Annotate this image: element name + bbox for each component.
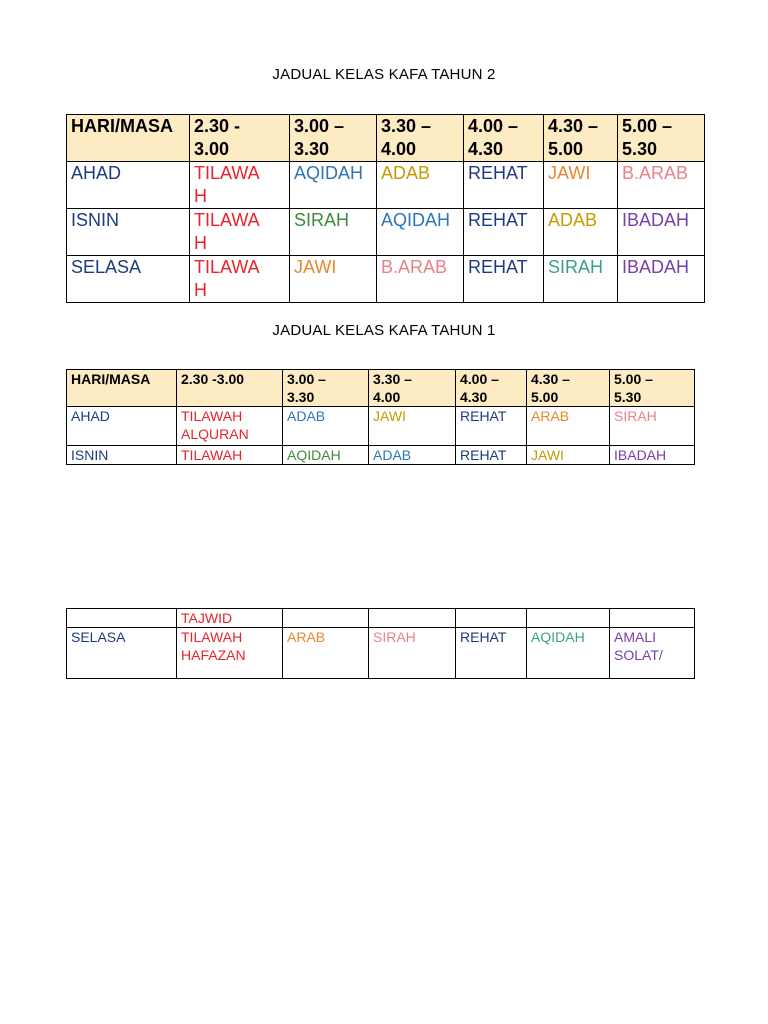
header-row: [67, 370, 695, 407]
header-cell: 3.30 – 4.00: [369, 370, 456, 407]
header-cell: 5.00 – 5.30: [618, 115, 705, 162]
subject-cell: SIRAH: [369, 628, 456, 679]
table-row: [67, 628, 695, 679]
header-cell: 5.00 – 5.30: [610, 370, 695, 407]
subject-cell: AQIDAH: [283, 446, 369, 465]
subject-cell: REHAT: [464, 256, 544, 303]
subject-cell: REHAT: [456, 407, 527, 446]
header-cell: 4.00 – 4.30: [456, 370, 527, 407]
schedule-table-tahun-2: [66, 114, 705, 303]
subject-cell: AQIDAH: [527, 628, 610, 679]
subject-cell: REHAT: [464, 209, 544, 256]
subject-cell: [456, 609, 527, 628]
subject-cell: TILAWAH: [177, 446, 283, 465]
subject-cell: ADAB: [544, 209, 618, 256]
subject-cell: AMALI SOLAT/: [610, 628, 695, 679]
subject-cell: IBADAH: [618, 256, 705, 303]
title-tahun-2: JADUAL KELAS KAFA TAHUN 2: [272, 66, 496, 83]
subject-cell: SIRAH: [544, 256, 618, 303]
subject-cell: JAWI: [369, 407, 456, 446]
table-row: [67, 256, 705, 303]
header-cell: 2.30 - 3.00: [190, 115, 290, 162]
table-row: [67, 609, 695, 628]
table-row: [67, 446, 695, 465]
subject-cell: [283, 609, 369, 628]
header-cell: 4.00 – 4.30: [464, 115, 544, 162]
header-row: [67, 115, 705, 162]
header-cell: HARI/MASA: [67, 115, 190, 162]
title-tahun-1: JADUAL KELAS KAFA TAHUN 1: [272, 322, 496, 339]
subject-cell: JAWI: [544, 162, 618, 209]
header-cell: 4.30 – 5.00: [544, 115, 618, 162]
subject-cell: AQIDAH: [290, 162, 377, 209]
schedule-table-tahun-1: [66, 369, 695, 465]
schedule-table-tahun-1-continued: [66, 608, 695, 679]
subject-cell: SIRAH: [610, 407, 695, 446]
subject-cell: ADAB: [377, 162, 464, 209]
subject-cell: TILAWAH ALQURAN: [177, 407, 283, 446]
subject-cell: ADAB: [283, 407, 369, 446]
subject-cell: [369, 609, 456, 628]
subject-cell: B.ARAB: [618, 162, 705, 209]
subject-cell: JAWI: [290, 256, 377, 303]
subject-cell: TILAWA H: [190, 256, 290, 303]
subject-cell: REHAT: [456, 628, 527, 679]
day-cell: SELASA: [67, 256, 190, 303]
subject-cell: ARAB: [283, 628, 369, 679]
table-row: [67, 162, 705, 209]
header-cell: 2.30 -3.00: [177, 370, 283, 407]
header-cell: HARI/MASA: [67, 370, 177, 407]
subject-cell: B.ARAB: [377, 256, 464, 303]
header-cell: 3.30 – 4.00: [377, 115, 464, 162]
subject-cell: TILAWA H: [190, 209, 290, 256]
subject-cell: SIRAH: [290, 209, 377, 256]
table-row: [67, 209, 705, 256]
day-cell: AHAD: [67, 407, 177, 446]
day-cell: ISNIN: [67, 446, 177, 465]
subject-cell: REHAT: [456, 446, 527, 465]
header-cell: 4.30 – 5.00: [527, 370, 610, 407]
subject-cell: JAWI: [527, 446, 610, 465]
day-cell: [67, 609, 177, 628]
subject-cell: [610, 609, 695, 628]
subject-cell: IBADAH: [610, 446, 695, 465]
subject-cell: ADAB: [369, 446, 456, 465]
day-cell: AHAD: [67, 162, 190, 209]
day-cell: ISNIN: [67, 209, 190, 256]
subject-cell: TILAWAH HAFAZAN: [177, 628, 283, 679]
subject-cell: ARAB: [527, 407, 610, 446]
table-row: [67, 407, 695, 446]
header-cell: 3.00 – 3.30: [290, 115, 377, 162]
subject-cell: TAJWID: [177, 609, 283, 628]
subject-cell: AQIDAH: [377, 209, 464, 256]
header-cell: 3.00 – 3.30: [283, 370, 369, 407]
subject-cell: TILAWA H: [190, 162, 290, 209]
day-cell: SELASA: [67, 628, 177, 679]
subject-cell: REHAT: [464, 162, 544, 209]
subject-cell: IBADAH: [618, 209, 705, 256]
subject-cell: [527, 609, 610, 628]
